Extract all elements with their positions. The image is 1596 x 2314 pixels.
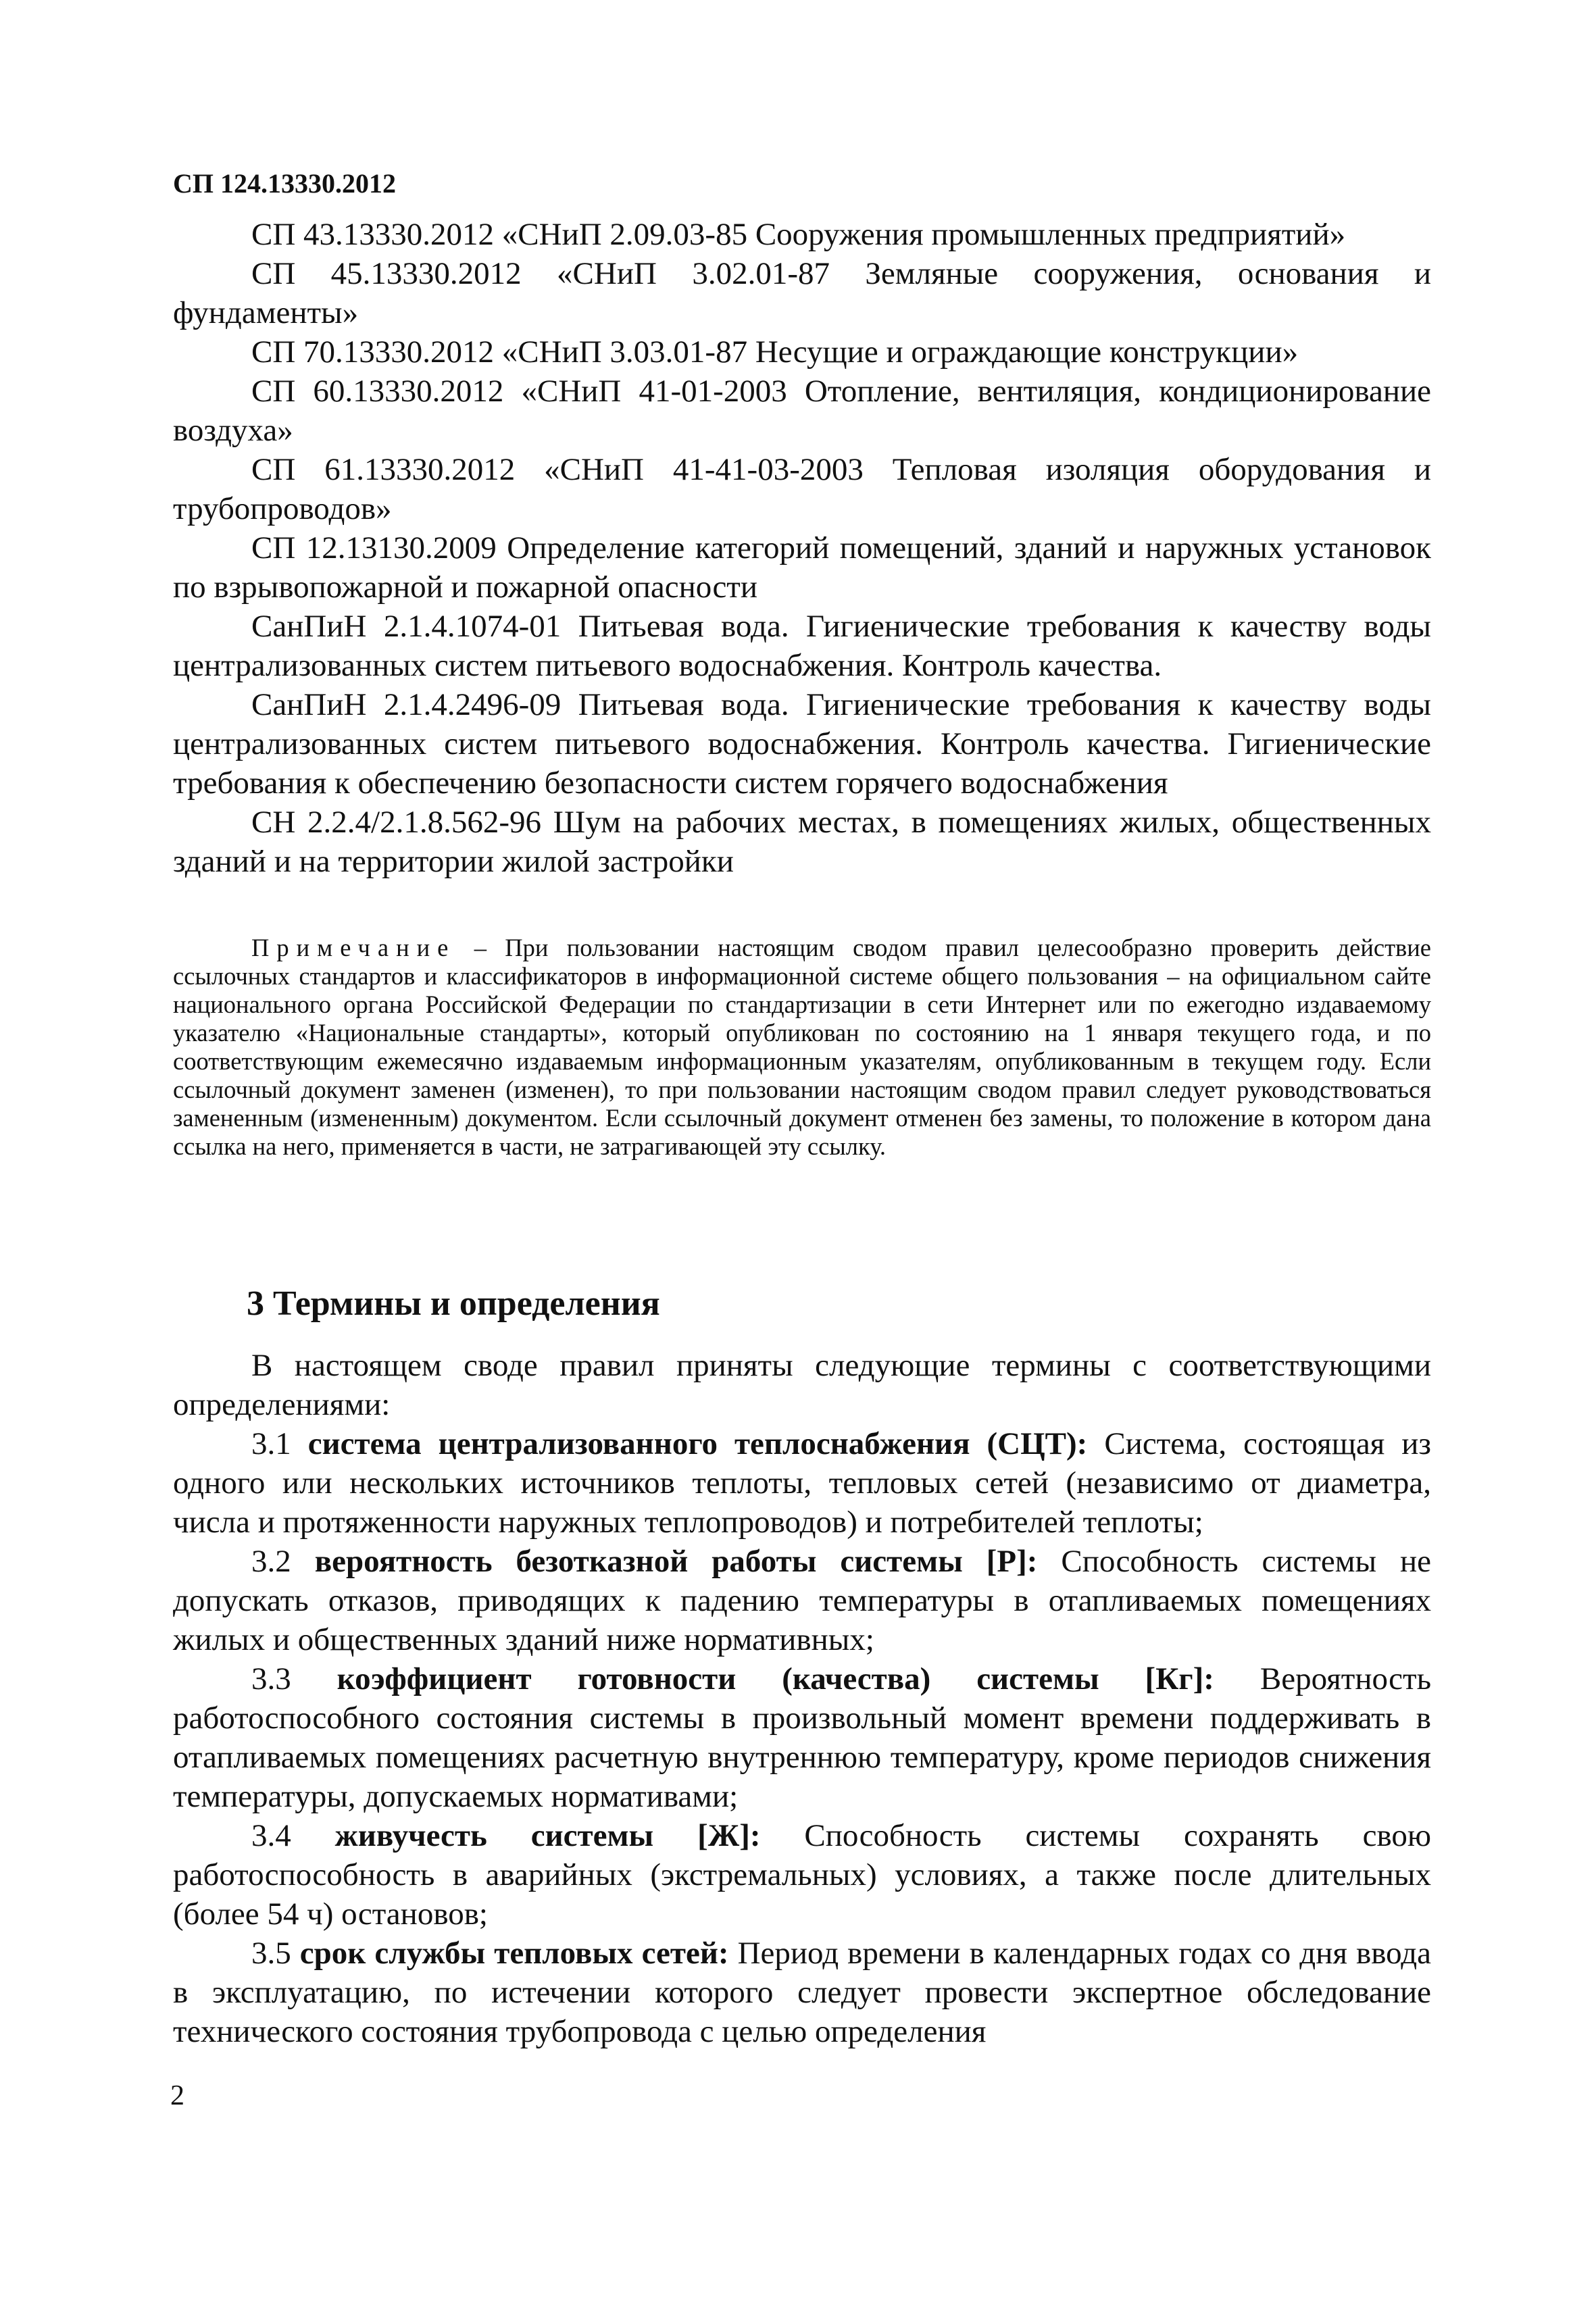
reference-item: СанПиН 2.1.4.2496-09 Питьевая вода. Гигиенические требования к качеству воды централизованных систем питьевого водоснабжения. Контроль качества. Гигиенические требования к обеспечению безопасности систем горячего водоснабжения [173, 687, 1431, 801]
reference-item: СП 61.13330.2012 «СНиП 41-41-03-2003 Тепловая изоляция оборудования и трубопроводов» [173, 452, 1431, 526]
term-item [173, 1659, 1431, 1816]
page-number: 2 [170, 2080, 184, 2111]
term-item [173, 1816, 1431, 1934]
section-title: 3 Термины и определения [247, 1284, 660, 1323]
term-number: 3.5 [251, 1936, 300, 1971]
terms-definitions-section [173, 1346, 1431, 2051]
term-definition: Период времени в календарных годах со дня ввода в эксплуатацию, по истечении которого следует провести экспертное обследование технического состояния трубопровода с целью определения [173, 1936, 1432, 2049]
document-code-header: СП 124.13330.2012 [173, 168, 396, 199]
term-number: 3.4 [251, 1818, 335, 1853]
normative-references-list [173, 215, 1431, 881]
reference-item: СН 2.2.4/2.1.8.562-96 Шум на рабочих местах, в помещениях жилых, общественных зданий и на территории жилой застройки [173, 805, 1431, 879]
term-definition: Способность системы сохранять свою работоспособность в аварийных (экстремальных) условиях, а также после длительных (более 54 ч) остановов; [173, 1818, 1431, 1932]
term-number: 3.1 [251, 1426, 308, 1461]
term-name: вероятность безотказной работы системы [Р]: [314, 1544, 1038, 1579]
term-definition: Способность системы не допускать отказов, приводящих к падению температуры в отапливаемых помещениях жилых и общественных зданий ниже нормативных; [173, 1544, 1431, 1657]
term-definition: Система, состоящая из одного или нескольких источников теплоты, тепловых сетей (независимо от диаметра, числа и протяженности наружных теплопроводов) и потребителей теплоты; [173, 1426, 1432, 1540]
term-item [173, 1542, 1431, 1659]
term-item [173, 1934, 1431, 2051]
term-number: 3.3 [251, 1661, 337, 1696]
term-name: система централизованного теплоснабжения (СЦТ): [307, 1426, 1088, 1461]
reference-item: СП 70.13330.2012 «СНиП 3.03.01-87 Несущие и ограждающие конструкции» [251, 334, 1299, 370]
section-intro: В настоящем своде правил приняты следующие термины с соответствующими определениями: [173, 1348, 1431, 1422]
note-block [173, 934, 1431, 1161]
reference-item: СП 43.13330.2012 «СНиП 2.09.03-85 Сооружения промышленных предприятий» [251, 217, 1346, 252]
reference-item: СП 45.13330.2012 «СНиП 3.02.01-87 Земляные сооружения, основания и фундаменты» [173, 256, 1431, 330]
note-label: Примечание [251, 934, 456, 961]
term-name: коэффициент готовности (качества) системы [Кг]: [336, 1661, 1214, 1696]
reference-item: СП 12.13130.2009 Определение категорий помещений, зданий и наружных установок по взрывопожарной и пожарной опасности [173, 530, 1431, 605]
reference-item: СП 60.13330.2012 «СНиП 41-01-2003 Отопление, вентиляция, кондиционирование воздуха» [173, 374, 1431, 448]
reference-item: СанПиН 2.1.4.1074-01 Питьевая вода. Гигиенические требования к качеству воды централизованных систем питьевого водоснабжения. Контроль качества. [173, 609, 1431, 683]
term-item [173, 1424, 1431, 1542]
term-definition: Вероятность работоспособного состояния системы в произвольный момент времени поддерживать в отапливаемых помещениях расчетную внутреннюю температуру, кроме периодов снижения температуры, допускаемых нормативами; [173, 1661, 1431, 1814]
note-text: – При пользовании настоящим сводом правил целесообразно проверить действие ссылочных стандартов и классификаторов в информационной системе общего пользования – на официальном сайте национального органа Российской Федерации по стандартизации в сети Интернет или по ежегодно издаваемому указателю «Национальные стандарты», который опубликован по состоянию на 1 января текущего года, и по соответствующим ежемесячно издаваемым информационным указателям, опубликованным в текущем году. Если ссылочный документ заменен (изменен), то при пользовании настоящим сводом правил следует руководствоваться замененным (измененным) документом. Если ссылочный документ отменен без замены, то положение в котором дана ссылка на него, применяется в части, не затрагивающей эту ссылку. [173, 934, 1431, 1160]
term-name: срок службы тепловых сетей: [299, 1936, 729, 1971]
term-name: живучесть системы [Ж]: [334, 1818, 761, 1853]
term-number: 3.2 [251, 1544, 315, 1579]
